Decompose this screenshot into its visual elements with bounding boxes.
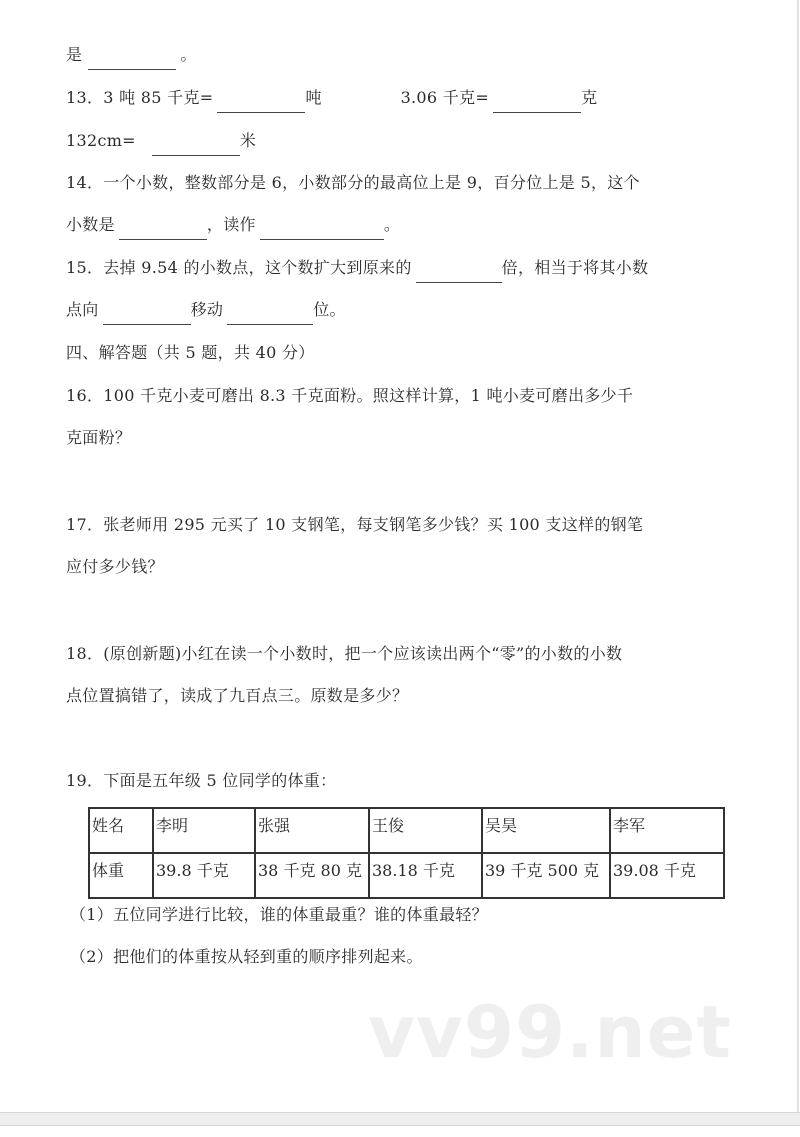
q19-intro: 19．下面是五年级 5 位同学的体重： [66, 771, 337, 790]
table-cell: 38 千克 80 克 [255, 853, 369, 898]
q13-part3-unit: 米 [239, 131, 257, 150]
table-cell: 38.18 千克 [369, 853, 482, 898]
answer-blank[interactable] [119, 229, 207, 240]
table-cell: 39.8 千克 [153, 853, 255, 898]
q15-line2-prefix: 点向 [66, 300, 99, 319]
page-separator [0, 1112, 800, 1126]
table-cell: 李明 [153, 808, 255, 853]
next-page [0, 1126, 797, 1137]
table-cell: 张强 [255, 808, 369, 853]
q14-line1: 14．一个小数，整数部分是 6，小数部分的最高位上是 9，百分位上是 5，这个 [66, 173, 640, 192]
watermark: vv99.net [368, 990, 732, 1074]
q15-suffix: 倍，相当于将其小数 [501, 258, 649, 277]
q13-part3-text: 132cm= [66, 131, 136, 150]
q14-suffix: 。 [383, 215, 401, 234]
q17-line2: 应付多少钱？ [66, 557, 164, 576]
answer-blank[interactable] [152, 145, 240, 156]
answer-blank[interactable] [416, 272, 502, 283]
q18-line1: 18．(原创新题)小红在读一个小数时，把一个应该读出两个“零”的小数的小数 [66, 644, 623, 663]
q14-prefix: 小数是 [66, 215, 115, 234]
q13-part1-unit: 吨 [305, 88, 322, 107]
answer-blank[interactable] [493, 102, 581, 113]
table-row [89, 853, 724, 898]
table-cell: 体重 [89, 853, 153, 898]
table-cell: 39 千克 500 克 [482, 853, 610, 898]
q15-line2-mid: 移动 [190, 300, 224, 319]
table-cell: 39.08 千克 [610, 853, 724, 898]
q12-tail [66, 44, 197, 70]
q15-prefix: 15．去掉 9.54 的小数点，这个数扩大到原来的 [66, 258, 412, 277]
answer-blank[interactable] [227, 314, 313, 325]
table-cell: 姓名 [89, 808, 153, 853]
answer-blank[interactable] [103, 314, 191, 325]
table-cell: 李军 [610, 808, 724, 853]
q19-sub1: （1）五位同学进行比较，谁的体重最重？谁的体重最轻？ [70, 905, 488, 924]
q14-mid: ，读作 [206, 215, 256, 234]
q18-line2: 点位置搞错了，读成了九百点三。原数是多少？ [66, 686, 409, 705]
q15-line1 [66, 257, 648, 283]
section-title: 四、解答题（共 5 题，共 40 分） [66, 343, 315, 362]
q15-line2-suffix: 位。 [313, 300, 346, 319]
q16-line2: 克面粉？ [66, 428, 132, 447]
answer-blank[interactable] [217, 102, 305, 113]
q15-line2 [66, 299, 346, 325]
table-cell: 王俊 [369, 808, 482, 853]
q13-line2 [66, 130, 256, 156]
q17-line1: 17．张老师用 295 元买了 10 支钢笔，每支钢笔多少钱？买 100 支这样的钢笔 [66, 515, 644, 534]
q13-part2-unit: 克 [581, 88, 598, 107]
table-cell: 吴昊 [482, 808, 610, 853]
q19-sub2: （2）把他们的体重按从轻到重的顺序排列起来。 [70, 947, 423, 966]
q13-part1-text: 13．3 吨 85 千克= [66, 88, 214, 107]
q12-prefix: 是 [66, 45, 83, 64]
table-row [89, 808, 724, 853]
q14-line2 [66, 214, 400, 240]
answer-blank[interactable] [88, 59, 176, 70]
answer-blank[interactable] [260, 229, 384, 240]
q13-line1 [66, 87, 597, 113]
q12-suffix: 。 [180, 45, 197, 64]
weight-table [88, 807, 725, 899]
q13-part2-text: 3.06 千克= [400, 88, 490, 107]
q16-line1: 16．100 千克小麦可磨出 8.3 千克面粉。照这样计算，1 吨小麦可磨出多少千 [66, 386, 634, 405]
